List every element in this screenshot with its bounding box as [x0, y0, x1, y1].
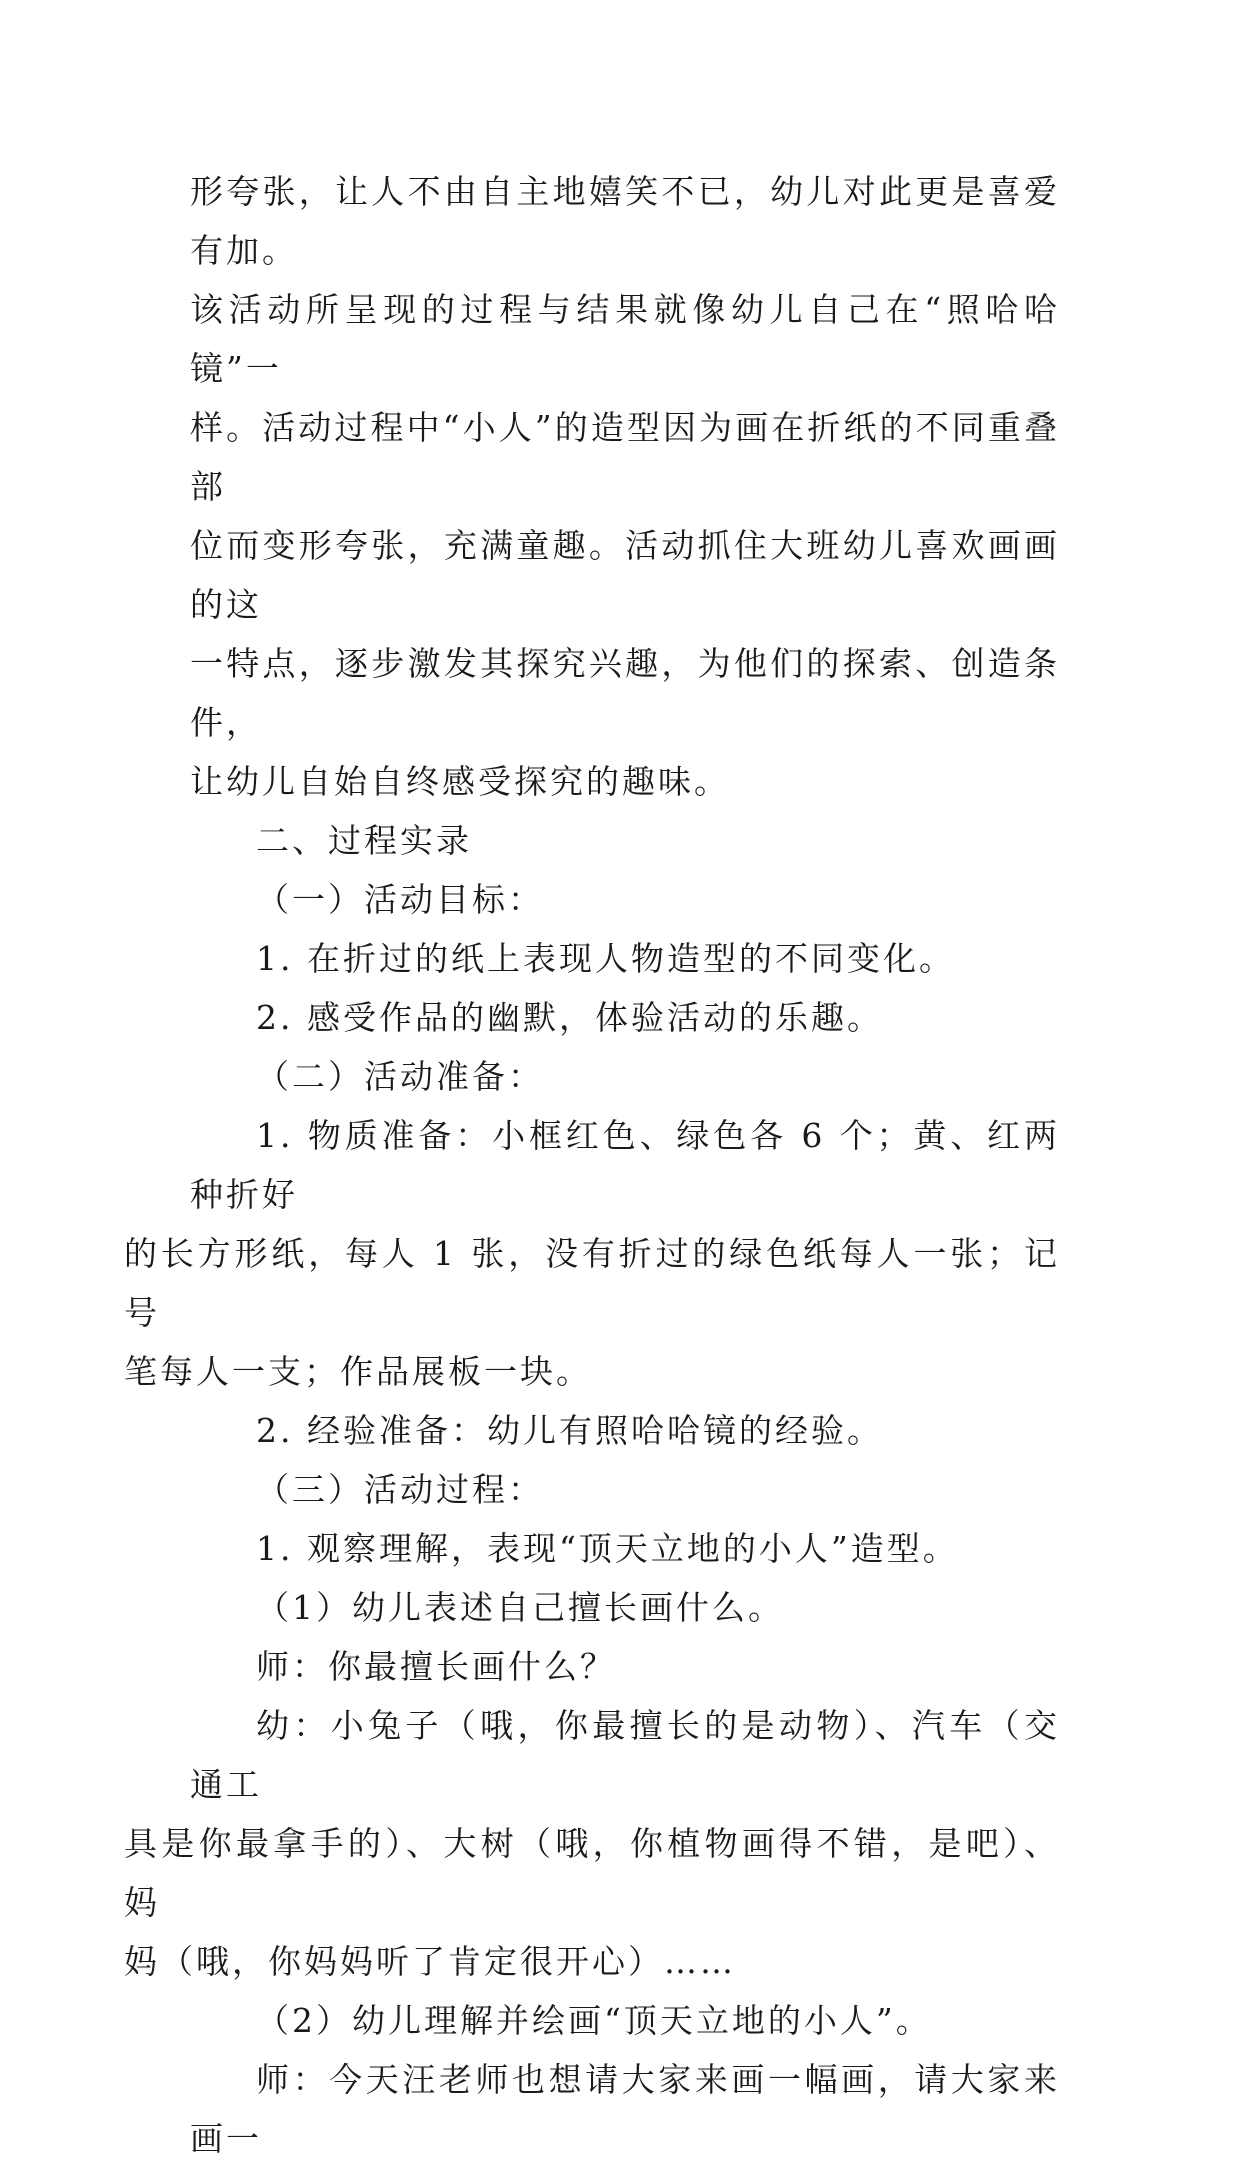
paragraph-p9 — [190, 1460, 1060, 1519]
text-line: （2）幼儿理解并绘画“顶天立地的小人”。 — [256, 2001, 932, 2040]
paragraph-p12 — [190, 1637, 1060, 1696]
paragraph-p2 — [190, 811, 1060, 870]
paragraph-p4 — [190, 929, 1060, 988]
paragraph-p10 — [190, 1519, 1060, 1578]
text-line: 的长方形纸，每人 1 张，没有折过的绿色纸每人一张；记号 — [124, 1234, 1060, 1332]
text-line: 1. 在折过的纸上表现人物造型的不同变化。 — [256, 939, 955, 978]
text-line: 1. 观察理解，表现“顶天立地的小人”造型。 — [256, 1529, 959, 1568]
text-line: 幼：小兔子（哦，你最擅长的是动物）、汽车（交通工 — [190, 1706, 1060, 1804]
paragraph-p7 — [124, 1106, 1060, 1401]
text-line: 样。活动过程中“小人”的造型因为画在折纸的不同重叠部 — [190, 408, 1060, 506]
text-line: （三）活动过程： — [256, 1470, 544, 1509]
text-line: （一）活动目标： — [256, 880, 544, 919]
text-line: 形夸张，让人不由自主地嬉笑不已，幼儿对此更是喜爱有加。 — [190, 172, 1060, 270]
text-line: 二、过程实录 — [256, 821, 472, 860]
text-line: 师：今天汪老师也想请大家来画一幅画，请大家来画一 — [190, 2060, 1060, 2158]
paragraph-p13 — [124, 1696, 1060, 1991]
paragraph-p5 — [190, 988, 1060, 1047]
text-line: 1. 物质准备：小框红色、绿色各 6 个；黄、红两种折好 — [190, 1116, 1060, 1214]
text-line: 该活动所呈现的过程与结果就像幼儿自己在“照哈哈镜”一 — [190, 290, 1060, 388]
paragraph-p15 — [190, 2050, 1060, 2168]
paragraph-p8 — [190, 1401, 1060, 1460]
text-line: 师：你最擅长画什么？ — [256, 1647, 616, 1686]
paragraph-p11 — [190, 1578, 1060, 1637]
text-line: 让幼儿自始自终感受探究的趣味。 — [190, 762, 730, 801]
paragraph-p14 — [190, 1991, 1060, 2050]
text-line: 具是你最拿手的）、大树（哦，你植物画得不错，是吧）、妈 — [124, 1824, 1060, 1922]
text-line: （1）幼儿表述自己擅长画什么。 — [256, 1588, 784, 1627]
text-line: 2. 感受作品的幽默，体验活动的乐趣。 — [256, 998, 883, 1037]
text-line: 妈（哦，你妈妈听了肯定很开心）…… — [124, 1942, 736, 1981]
text-line: 位而变形夸张，充满童趣。活动抓住大班幼儿喜欢画画的这 — [190, 526, 1060, 624]
paragraph-p1 — [190, 162, 1060, 811]
text-line: 2. 经验准备：幼儿有照哈哈镜的经验。 — [256, 1411, 883, 1450]
text-line: 一特点，逐步激发其探究兴趣，为他们的探索、创造条件， — [190, 644, 1060, 742]
paragraph-p6 — [190, 1047, 1060, 1106]
text-line: （二）活动准备： — [256, 1057, 544, 1096]
document-body — [124, 162, 1060, 2168]
paragraph-p3 — [190, 870, 1060, 929]
text-line: 笔每人一支；作品展板一块。 — [124, 1352, 592, 1391]
